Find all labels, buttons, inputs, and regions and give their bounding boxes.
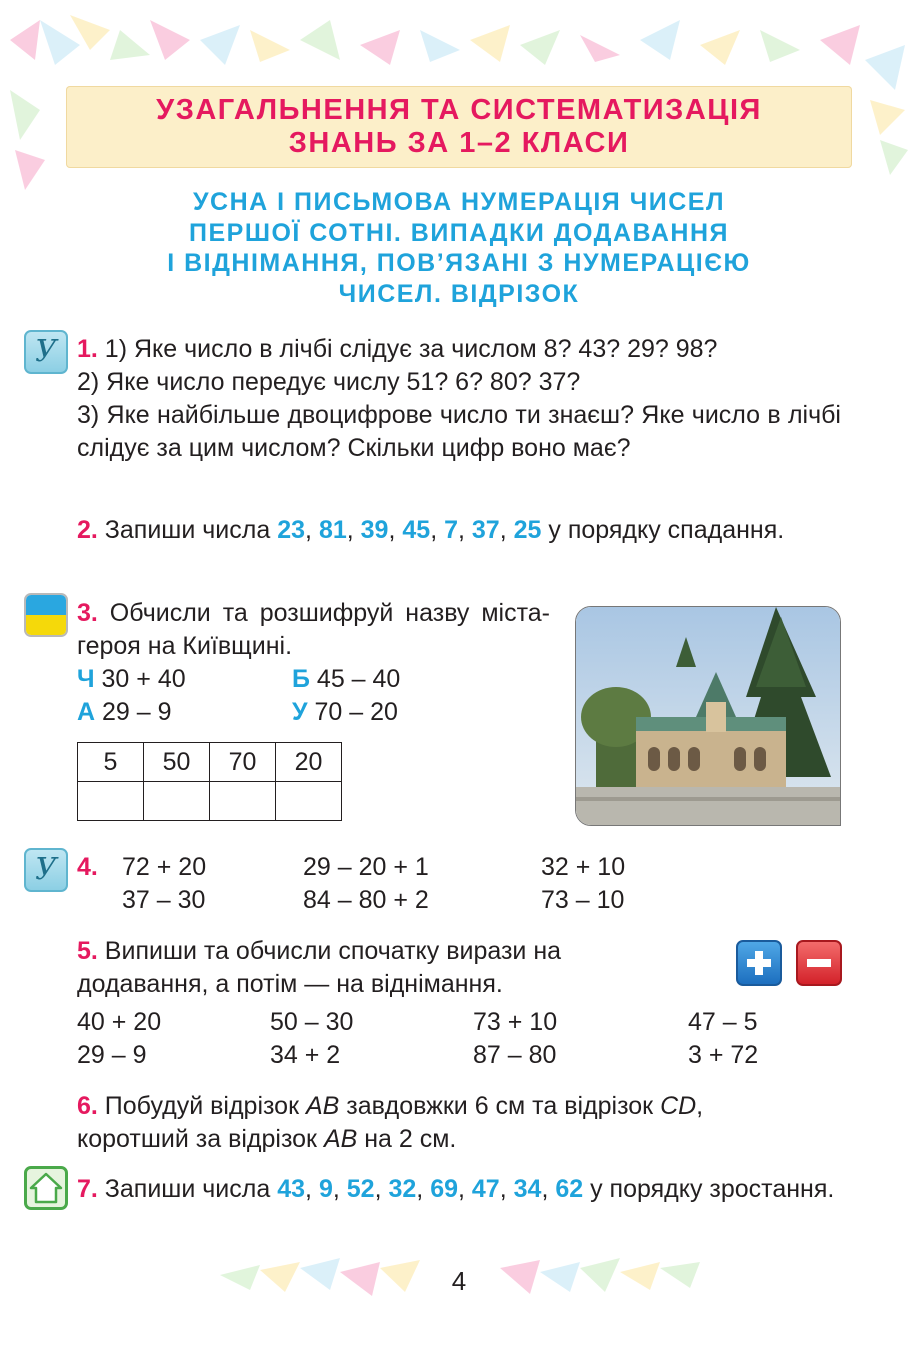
task-7-number-value: 62 [555, 1175, 584, 1203]
task-6 [77, 1090, 847, 1156]
task-2-number-value: 45 [402, 516, 431, 544]
task-2-number-value: 37 [471, 516, 500, 544]
task-4-label: 4. [77, 853, 98, 881]
oral-task-icon [24, 330, 68, 374]
task-6-text: завдовжки 6 см та відрізок [339, 1092, 661, 1120]
city-photo [575, 606, 841, 826]
task-7-number-value: 32 [388, 1175, 417, 1203]
task-7-text-after: у порядку зростання. [583, 1175, 835, 1203]
segment-ab-label: AB [323, 1125, 358, 1153]
task-6-text: коротший за відрізок [77, 1125, 324, 1153]
answer-cell[interactable] [276, 782, 342, 821]
task-4-number [77, 851, 98, 884]
task-3-expression-u [292, 696, 398, 729]
subtitle-line-3: І ВІДНІМАННЯ, ПОВ’ЯЗАНІ З НУМЕРАЦІЄЮ [167, 249, 751, 277]
task-5-expr: 87 – 80 [473, 1041, 557, 1069]
cipher-expression: 30 + 40 [94, 665, 186, 693]
title-line-1: УЗАГАЛЬНЕННЯ ТА СИСТЕМАТИЗАЦІЯ [156, 94, 762, 126]
task-1-question-2: 2) Яке число передує числу 51? 6? 80? 37? [77, 368, 581, 396]
task-4-expr: 73 – 10 [541, 886, 625, 914]
homework-icon [24, 1166, 68, 1210]
cipher-expression: 45 – 40 [309, 665, 401, 693]
task-1 [77, 333, 841, 465]
task-7-number-value: 47 [471, 1175, 500, 1203]
task-2-text-before: Запиши числа [97, 516, 278, 544]
page-title [66, 94, 852, 160]
task-2-number: 2. [77, 516, 98, 544]
subtitle-line-1: УСНА І ПИСЬМОВА НУМЕРАЦІЯ ЧИСЕЛ [192, 188, 726, 216]
task-5-expr: 73 + 10 [473, 1008, 558, 1036]
task-5-expr: 29 – 9 [77, 1041, 147, 1069]
task-1-question-3: 3) Яке найбільше двоцифрове число ти знаєш? Яке число в лічбі слідує за цим числом? Скільки цифр воно має? [77, 401, 841, 462]
task-3-number: 3. [77, 599, 98, 627]
title-line-2: ЗНАНЬ ЗА 1–2 КЛАСИ [288, 127, 630, 159]
task-7-number-value: 52 [346, 1175, 375, 1203]
table-cell: 70 [210, 743, 276, 782]
task-5-number: 5. [77, 937, 98, 965]
minus-icon [796, 940, 842, 986]
ukraine-flag-icon [24, 593, 68, 637]
section-subtitle [60, 187, 858, 309]
plus-icon [736, 940, 782, 986]
task-2-text-after: у порядку спадання. [541, 516, 785, 544]
cipher-letter: А [77, 698, 96, 726]
task-4-expr: 32 + 10 [541, 853, 626, 881]
segment-ab-label: AB [305, 1092, 340, 1120]
answer-cell[interactable] [144, 782, 210, 821]
task-5-expr: 47 – 5 [688, 1008, 758, 1036]
task-1-question-1: 1) Яке число в лічбі слідує за числом 8? 43? 29? 98? [97, 335, 718, 363]
task-4-expr: 72 + 20 [122, 853, 207, 881]
answer-cell[interactable] [78, 782, 144, 821]
cipher-letter: Ч [77, 665, 95, 693]
page-number: 4 [451, 1266, 467, 1296]
table-cell: 50 [144, 743, 210, 782]
answer-cell[interactable] [210, 782, 276, 821]
task-5-line-2: додавання, а потім — на віднімання. [77, 970, 503, 998]
task-2: 2. Запиши числа 23, 81, 39, 45, 7, 37, 25 у порядку спадання. [77, 516, 785, 544]
task-5-text: Випиши та обчисли спочатку вирази на [97, 937, 562, 965]
task-2-number-value: 25 [513, 516, 542, 544]
task-7-number-value: 34 [513, 1175, 542, 1203]
cipher-letter: Б [292, 665, 310, 693]
cipher-letter: У [292, 698, 308, 726]
task-6-text: на 2 см. [357, 1125, 457, 1153]
task-4-expr: 29 – 20 + 1 [303, 853, 429, 881]
task-1-number: 1. [77, 335, 98, 363]
task-3-expression-b [292, 663, 400, 696]
task-3-expression-ch [77, 663, 186, 696]
task-6-text: , [696, 1092, 704, 1120]
task-7-number-value: 43 [277, 1175, 306, 1203]
task-3 [77, 597, 550, 663]
task-5-expr: 40 + 20 [77, 1008, 162, 1036]
task-2-number-value: 39 [360, 516, 389, 544]
task-3-expression-a [77, 696, 172, 729]
task-3-text: Обчисли та розшифруй назву міста-героя на Київщині. [77, 599, 550, 660]
oral-icon-letter: У [35, 334, 57, 369]
subtitle-line-2: ПЕРШОЇ СОТНІ. ВИПАДКИ ДОДАВАННЯ [189, 218, 729, 247]
oral-icon-letter: У [35, 852, 57, 887]
task-7-number: 7. [77, 1175, 98, 1203]
task-6-text: Побудуй відрізок [97, 1092, 306, 1120]
task-4-expr: 84 – 80 + 2 [303, 886, 429, 914]
table-cell: 20 [276, 743, 342, 782]
task-4-expr: 37 – 30 [122, 886, 206, 914]
cipher-expression: 29 – 9 [95, 698, 172, 726]
task-7-text-before: Запиши числа [97, 1175, 278, 1203]
table-cell: 5 [78, 743, 144, 782]
task-6-number: 6. [77, 1092, 98, 1120]
answer-table [77, 742, 342, 821]
task-5-expr: 3 + 72 [688, 1041, 759, 1069]
table-row [78, 782, 342, 821]
task-5-expr: 50 – 30 [270, 1008, 354, 1036]
cipher-expression: 70 – 20 [307, 698, 398, 726]
task-7-number-value: 9 [318, 1175, 333, 1203]
segment-cd-label: CD [660, 1092, 697, 1120]
subtitle-line-4: ЧИСЕЛ. ВІДРІЗОК [338, 279, 580, 308]
task-2-number-value: 7 [444, 516, 458, 544]
task-5-line-1 [77, 935, 711, 968]
task-2-number-value: 23 [277, 516, 306, 544]
task-7: 7. Запиши числа 43, 9, 52, 32, 69, 47, 34, 62 у порядку зростання. [77, 1175, 835, 1203]
oral-task-icon [24, 848, 68, 892]
task-5-expr: 34 + 2 [270, 1041, 341, 1069]
task-7-number-value: 69 [430, 1175, 458, 1203]
task-2-number-value: 81 [318, 516, 347, 544]
railway-station-photo [576, 607, 841, 826]
table-row [78, 743, 342, 782]
